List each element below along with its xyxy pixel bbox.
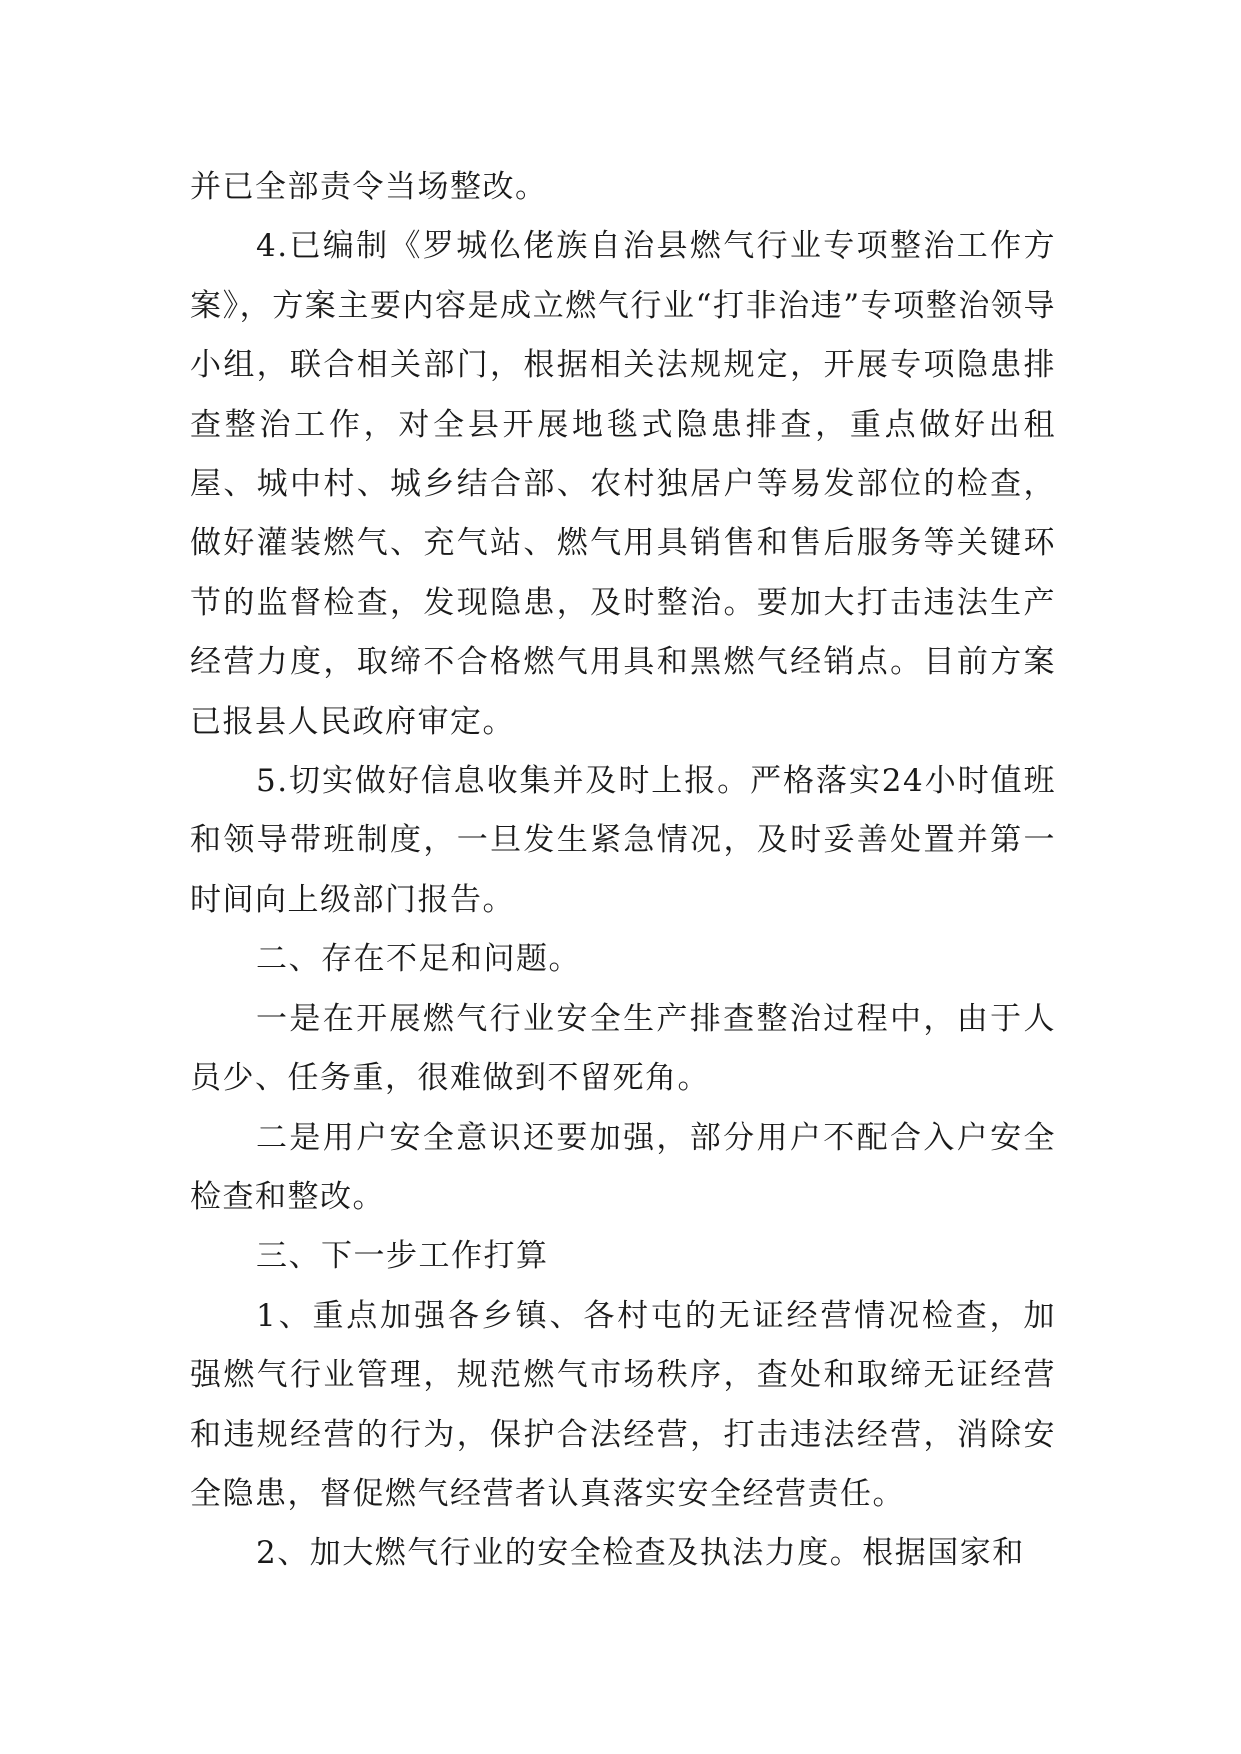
paragraph-item-5: 5.切实做好信息收集并及时上报。严格落实24小时值班和领导带班制度，一旦发生紧急情况，及时妥善处置并第一时间向上级部门报告。 (190, 763, 1056, 918)
paragraph-plan-1: 1、重点加强各乡镇、各村屯的无证经营情况检查，加强燃气行业管理，规范燃气市场秩序，查处和取缔无证经营和违规经营的行为，保护合法经营，打击违法经营，消除安全隐患，督促燃气经营者认真落实安全经营责任。 (190, 1297, 1056, 1512)
section-heading-next-steps: 三、下一步工作打算 (256, 1238, 549, 1275)
paragraph-issue-1: 一是在开展燃气行业安全生产排查整治过程中，由于人员少、任务重，很难做到不留死角。 (190, 1000, 1056, 1097)
document-body (190, 158, 1056, 1584)
paragraph-plan-2: 2、加大燃气行业的安全检查及执法力度。根据国家和 (256, 1535, 1025, 1572)
paragraph-item-4: 4.已编制《罗城仫佬族自治县燃气行业专项整治工作方案》，方案主要内容是成立燃气行业“打非治违”专项整治领导小组，联合相关部门，根据相关法规规定，开展专项隐患排查整治工作，对全县开展地毯式隐患排查，重点做好出租屋、城中村、城乡结合部、农村独居户等易发部位的检查，做好灌装燃气、充气站、燃气用具销售和售后服务等关键环节的监督检查，发现隐患，及时整治。要加大打击违法生产经营力度，取缔不合格燃气用具和黑燃气经销点。目前方案已报县人民政府审定。 (190, 228, 1056, 740)
section-heading-issues: 二、存在不足和问题。 (256, 941, 581, 978)
paragraph-issue-2: 二是用户安全意识还要加强，部分用户不配合入户安全检查和整改。 (190, 1119, 1056, 1215)
paragraph-continuation: 并已全部责令当场整改。 (190, 169, 548, 205)
